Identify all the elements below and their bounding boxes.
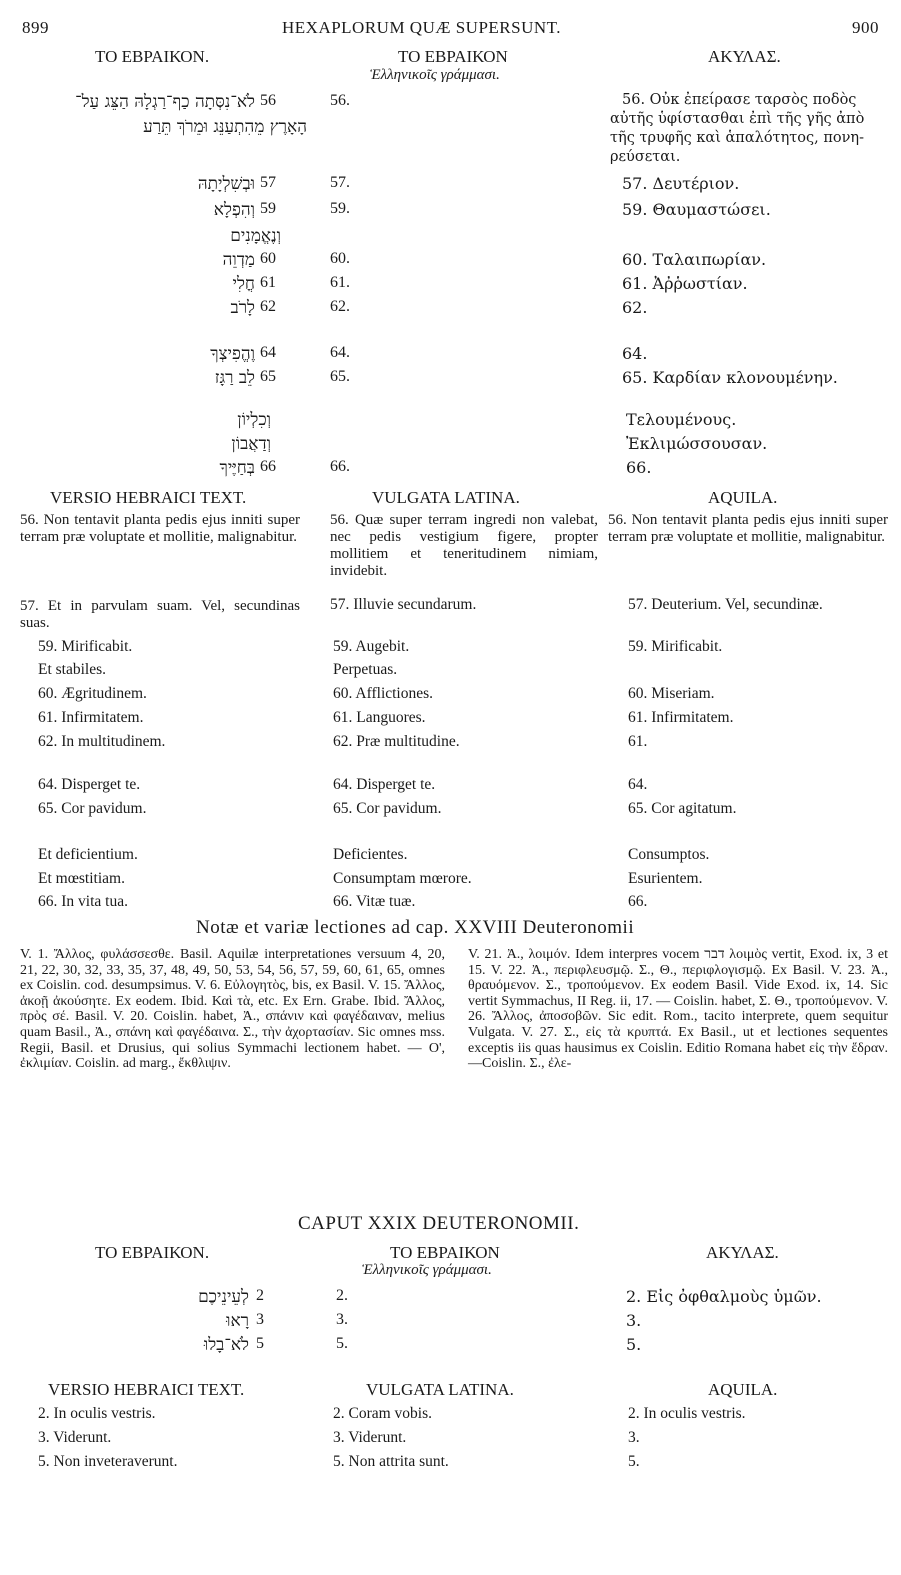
latin-hebrew-57: 57. Et in parvulam suam. Vel, secundinas suas. — [20, 598, 300, 631]
aquila-greek-line: τῆς τρυφῆς καὶ ἁπαλότητος, πονη- — [610, 130, 865, 146]
header-translit: ΤΟ ΕΒΡΑΙΚΟΝ — [390, 1243, 500, 1262]
latin-vulgate-cell: 2. Coram vobis. — [333, 1405, 433, 1422]
aquila-greek: Ἐκλιμώσσουσαν. — [626, 434, 768, 453]
latin-aquila-cell: 65. Cor agitatum. — [628, 800, 737, 817]
latin-vulgate-cell: 59. Augebit. — [333, 638, 410, 655]
verse-number: 61 — [260, 274, 276, 291]
hebrew-line: לֵב רַגָּז — [214, 368, 255, 388]
latin-vulgate-cell: Deficientes. — [333, 846, 408, 863]
latin-hebrew-cell: Et stabiles. — [38, 661, 107, 678]
latin-aquila-cell: 61. — [628, 733, 648, 750]
header-translit-sub: Ἑλληνικοῖς γράμμασι. — [362, 1262, 492, 1278]
translit-cell: 59. — [330, 200, 350, 217]
verse-number: 65 — [260, 368, 276, 385]
aquila-greek: 2. Εἰς ὀφθαλμοὺς ὑμῶν. — [626, 1287, 822, 1306]
verse-number: 56 — [260, 92, 276, 109]
notes-left-column: V. 1. Ἄλλος, φυλάσσεσθε. Basil. Aquilæ interpretationes versuum 4, 20, 21, 22, 30, 32, 33, 35, 37, 48, 49, 50, 53, 54, 56, 57, 59, 60, 61, 65, omnes ex Coislin. cod. desumpsimus. V. 6. Εὐλογητὸς, bis, ex Basil. V. 15. Ἄλλος, ἀκοῇ ἀκούσητε. Ex eodem. Ibid. Καὶ τὰ, etc. Ex Ern. Grabe. Ibid. Ἄλλος, πρὸς σέ. Basil. V. 20. Coislin. habet, Ἀ., σπάνιν καὶ φαγέδαιναν, melius quam Basil., Ἀ., σπάνη καὶ φαγέδαινα. Σ., τὴν ἀχορτασίαν. Sic omnes mss. Regii, Basil. et Drusius, qui solius Symmachi lectionem habet. — Ο', ἐκλιμίαν. Coislin. ad marg., ἔκθλιψιν. — [20, 947, 445, 1072]
latin-header-hebrew: VERSIO HEBRAICI TEXT. — [48, 1380, 245, 1399]
latin-hebrew-cell: 65. Cor pavidum. — [38, 800, 147, 817]
translit-cell: 62. — [330, 298, 350, 315]
latin-aquila-56: 56. Non tentavit planta pedis ejus inniti super terram præ voluptate et mollitie, malignabitur. — [608, 512, 888, 545]
latin-hebrew-cell: 2. In oculis vestris. — [38, 1405, 156, 1422]
hebrew-line: לָרֹב — [230, 298, 255, 318]
hebrew-line: וְנֶאֱמָנִים — [230, 226, 281, 246]
aquila-greek: 57. Δευτέριον. — [622, 174, 740, 193]
latin-vulgate-cell: Consumptam mœrore. — [333, 870, 472, 887]
latin-vulgate-cell: 3. Viderunt. — [333, 1429, 407, 1446]
hebrew-line: וֶהֱפִיצְךָ — [210, 344, 255, 364]
latin-vulgate-cell: 64. Disperget te. — [333, 776, 436, 793]
verse-number: 3 — [256, 1311, 264, 1328]
translit-cell: 5. — [336, 1335, 348, 1352]
latin-header-hebrew: VERSIO HEBRAICI TEXT. — [50, 488, 247, 507]
aquila-greek: 59. Θαυμαστώσει. — [622, 200, 771, 219]
hebrew-line: וְכִלְיוֹן — [237, 410, 271, 430]
running-title: HEXAPLORUM QUÆ SUPERSUNT. — [282, 18, 562, 37]
latin-vulgate-cell: 61. Languores. — [333, 709, 426, 726]
latin-hebrew-cell: 64. Disperget te. — [38, 776, 141, 793]
hebrew-line: לְעֵינֵיכֶם — [198, 1287, 249, 1307]
translit-cell: 60. — [330, 250, 350, 267]
aquila-greek: 61. Ἀῤῥωστίαν. — [622, 274, 748, 293]
aquila-greek: 62. — [622, 298, 648, 317]
hebrew-line: חֳלִי — [232, 274, 255, 294]
page-number-left: 899 — [22, 18, 49, 37]
hebrew-line: וּבְשִׁלְיָתָהּ — [197, 174, 255, 194]
translit-cell: 3. — [336, 1311, 348, 1328]
verse-number: 62 — [260, 298, 276, 315]
latin-vulgate-cell: Perpetuas. — [333, 661, 398, 678]
latin-aquila-cell: 3. — [628, 1429, 640, 1446]
page-number-right: 900 — [852, 18, 879, 37]
latin-vulgate-56: 56. Quæ super terram ingredi non valebat, nec pedis vestigium figere, propter mollitiem et teneritudinem nimiam, invidebit. — [330, 512, 598, 579]
aquila-greek: 65. Καρδίαν κλονουμένην. — [622, 368, 838, 387]
verse-number: 57 — [260, 174, 276, 191]
translit-cell: 57. — [330, 174, 350, 191]
translit-cell: 56. — [330, 92, 350, 109]
latin-hebrew-cell: 60. Ægritudinem. — [38, 685, 147, 702]
header-hebrew: ΤΟ ΕΒΡΑΙΚΟΝ. — [95, 1243, 210, 1262]
latin-hebrew-cell: Et mœstitiam. — [38, 870, 125, 887]
notes-heading: Notæ et variæ lectiones ad cap. XXVIII Deuteronomii — [196, 917, 635, 938]
hebrew-line: וְדַאֲבוֹן — [231, 434, 271, 454]
verse-number: 2 — [256, 1287, 264, 1304]
latin-aquila-cell: 2. In oculis vestris. — [628, 1405, 746, 1422]
latin-vulgate-cell: 62. Præ multitudine. — [333, 733, 460, 750]
header-translit-sub: Ἑλληνικοῖς γράμμασι. — [370, 67, 500, 83]
latin-hebrew-56: 56. Non tentavit planta pedis ejus inniti super terram præ voluptate et mollitie, malignabitur. — [20, 512, 300, 545]
latin-header-aquila: AQUILA. — [708, 1380, 778, 1399]
latin-hebrew-cell: Et deficientium. — [38, 846, 138, 863]
verse-number: 59 — [260, 200, 276, 217]
translit-cell: 65. — [330, 368, 350, 385]
hebrew-line: רָאוּ — [226, 1311, 249, 1331]
translit-cell: 64. — [330, 344, 350, 361]
hebrew-line: לֹא־בָלוּ — [203, 1335, 249, 1355]
latin-vulgate-cell: 65. Cor pavidum. — [333, 800, 442, 817]
translit-cell: 61. — [330, 274, 350, 291]
latin-hebrew-cell: 5. Non inveteraverunt. — [38, 1453, 178, 1470]
latin-aquila-cell: Consumptos. — [628, 846, 710, 863]
verse-number: 60 — [260, 250, 276, 267]
latin-header-vulgate: VULGATA LATINA. — [372, 488, 520, 507]
translit-cell: 66. — [330, 458, 350, 475]
aquila-greek: 60. Ταλαιπωρίαν. — [622, 250, 767, 269]
aquila-greek: 64. — [622, 344, 648, 363]
header-aquila: ΑΚΥΛΑΣ. — [706, 1243, 779, 1262]
latin-hebrew-cell: 61. Infirmitatem. — [38, 709, 144, 726]
aquila-greek: 5. — [626, 1335, 642, 1354]
aquila-greek-line: ρεύσεται. — [610, 149, 681, 165]
header-hebrew: ΤΟ ΕΒΡΑΙΚΟΝ. — [95, 47, 210, 66]
latin-hebrew-cell: 66. In vita tua. — [38, 893, 128, 910]
aquila-greek-line: αὐτῆς ὑφίστασθαι ἐπὶ τῆς γῆς ἀπὸ — [610, 111, 865, 127]
latin-aquila-cell: Esurientem. — [628, 870, 703, 887]
verse-number: 66 — [260, 458, 276, 475]
verse-number: 5 — [256, 1335, 264, 1352]
chapter-heading: CAPUT XXIX DEUTERONOMII. — [298, 1213, 580, 1234]
translit-cell: 2. — [336, 1287, 348, 1304]
latin-vulgate-cell: 60. Afflictiones. — [333, 685, 434, 702]
latin-header-aquila: AQUILA. — [708, 488, 778, 507]
latin-aquila-cell: 5. — [628, 1453, 640, 1470]
hebrew-line: בְּחַיֶּיךָ — [219, 458, 255, 478]
latin-vulgate-cell: 5. Non attrita sunt. — [333, 1453, 449, 1470]
latin-vulgate-cell: 66. Vitæ tuæ. — [333, 893, 416, 910]
hebrew-line: וְהִפְלָא — [213, 200, 255, 220]
latin-aquila-cell: 60. Miseriam. — [628, 685, 715, 702]
verse-number: 64 — [260, 344, 276, 361]
hebrew-line: לֹא־נִסְּתָה כַף־רַגְלָהּ הַצֵּג עַל־ — [75, 92, 255, 112]
latin-vulgate-57: 57. Illuvie secundarum. — [330, 596, 477, 613]
hebrew-line: הָאָרֶץ מֵהִתְעַנֵּג וּמֵרֹךְ תֵּרַע — [143, 117, 307, 137]
header-translit: ΤΟ ΕΒΡΑΙΚΟΝ — [398, 47, 508, 66]
latin-header-vulgate: VULGATA LATINA. — [366, 1380, 514, 1399]
aquila-greek: Τελουμένους. — [626, 410, 737, 429]
aquila-greek: 3. — [626, 1311, 642, 1330]
notes-right-column: V. 21. Ἀ., λοιμόν. Idem interpres vocem דבר λοιμὸς vertit, Exod. ix, 3 et 15. V. 22. Ἀ., περιφλευσμῷ. Σ., Θ., περιφλογισμῷ. Ex Basil. V. 23. Ἀ., θραυόμενον. Σ., τροπούμενον. Ex eodem Basil. Vide Exod. ix, 14. Sic vertit Symmachus, II Reg. ii, 17. — Coislin. habet, Σ. Θ., τροπούμενον. V. 26. Ἄλλος, ἀποσοβῶν. Sic edit. Rom., tacito interprete, quem sequitur Vulgata. V. 27. Σ., εἰς τὰ κρυπτά. Ex Basil., ut et lectiones sequentes exceptis iis quas hausimus ex Coislin. Editio Romana habet εἰς τὴν ἕδραν.—Coislin. Σ., ἐλε- — [468, 947, 888, 1072]
latin-aquila-cell: 64. — [628, 776, 648, 793]
latin-hebrew-cell: 3. Viderunt. — [38, 1429, 112, 1446]
latin-hebrew-cell: 62. In multitudinem. — [38, 733, 166, 750]
aquila-greek-line: 56. Οὐκ ἐπείρασε ταρσὸς ποδὸς — [622, 92, 857, 108]
latin-aquila-cell: 59. Mirificabit. — [628, 638, 723, 655]
latin-aquila-57: 57. Deuterium. Vel, secundinæ. — [628, 596, 823, 613]
latin-aquila-cell: 66. — [628, 893, 648, 910]
hebrew-line: מַדְוֵה — [222, 250, 255, 270]
latin-hebrew-cell: 59. Mirificabit. — [38, 638, 133, 655]
header-aquila: ΑΚΥΛΑΣ. — [708, 47, 781, 66]
latin-aquila-cell: 61. Infirmitatem. — [628, 709, 734, 726]
aquila-greek: 66. — [626, 458, 652, 477]
